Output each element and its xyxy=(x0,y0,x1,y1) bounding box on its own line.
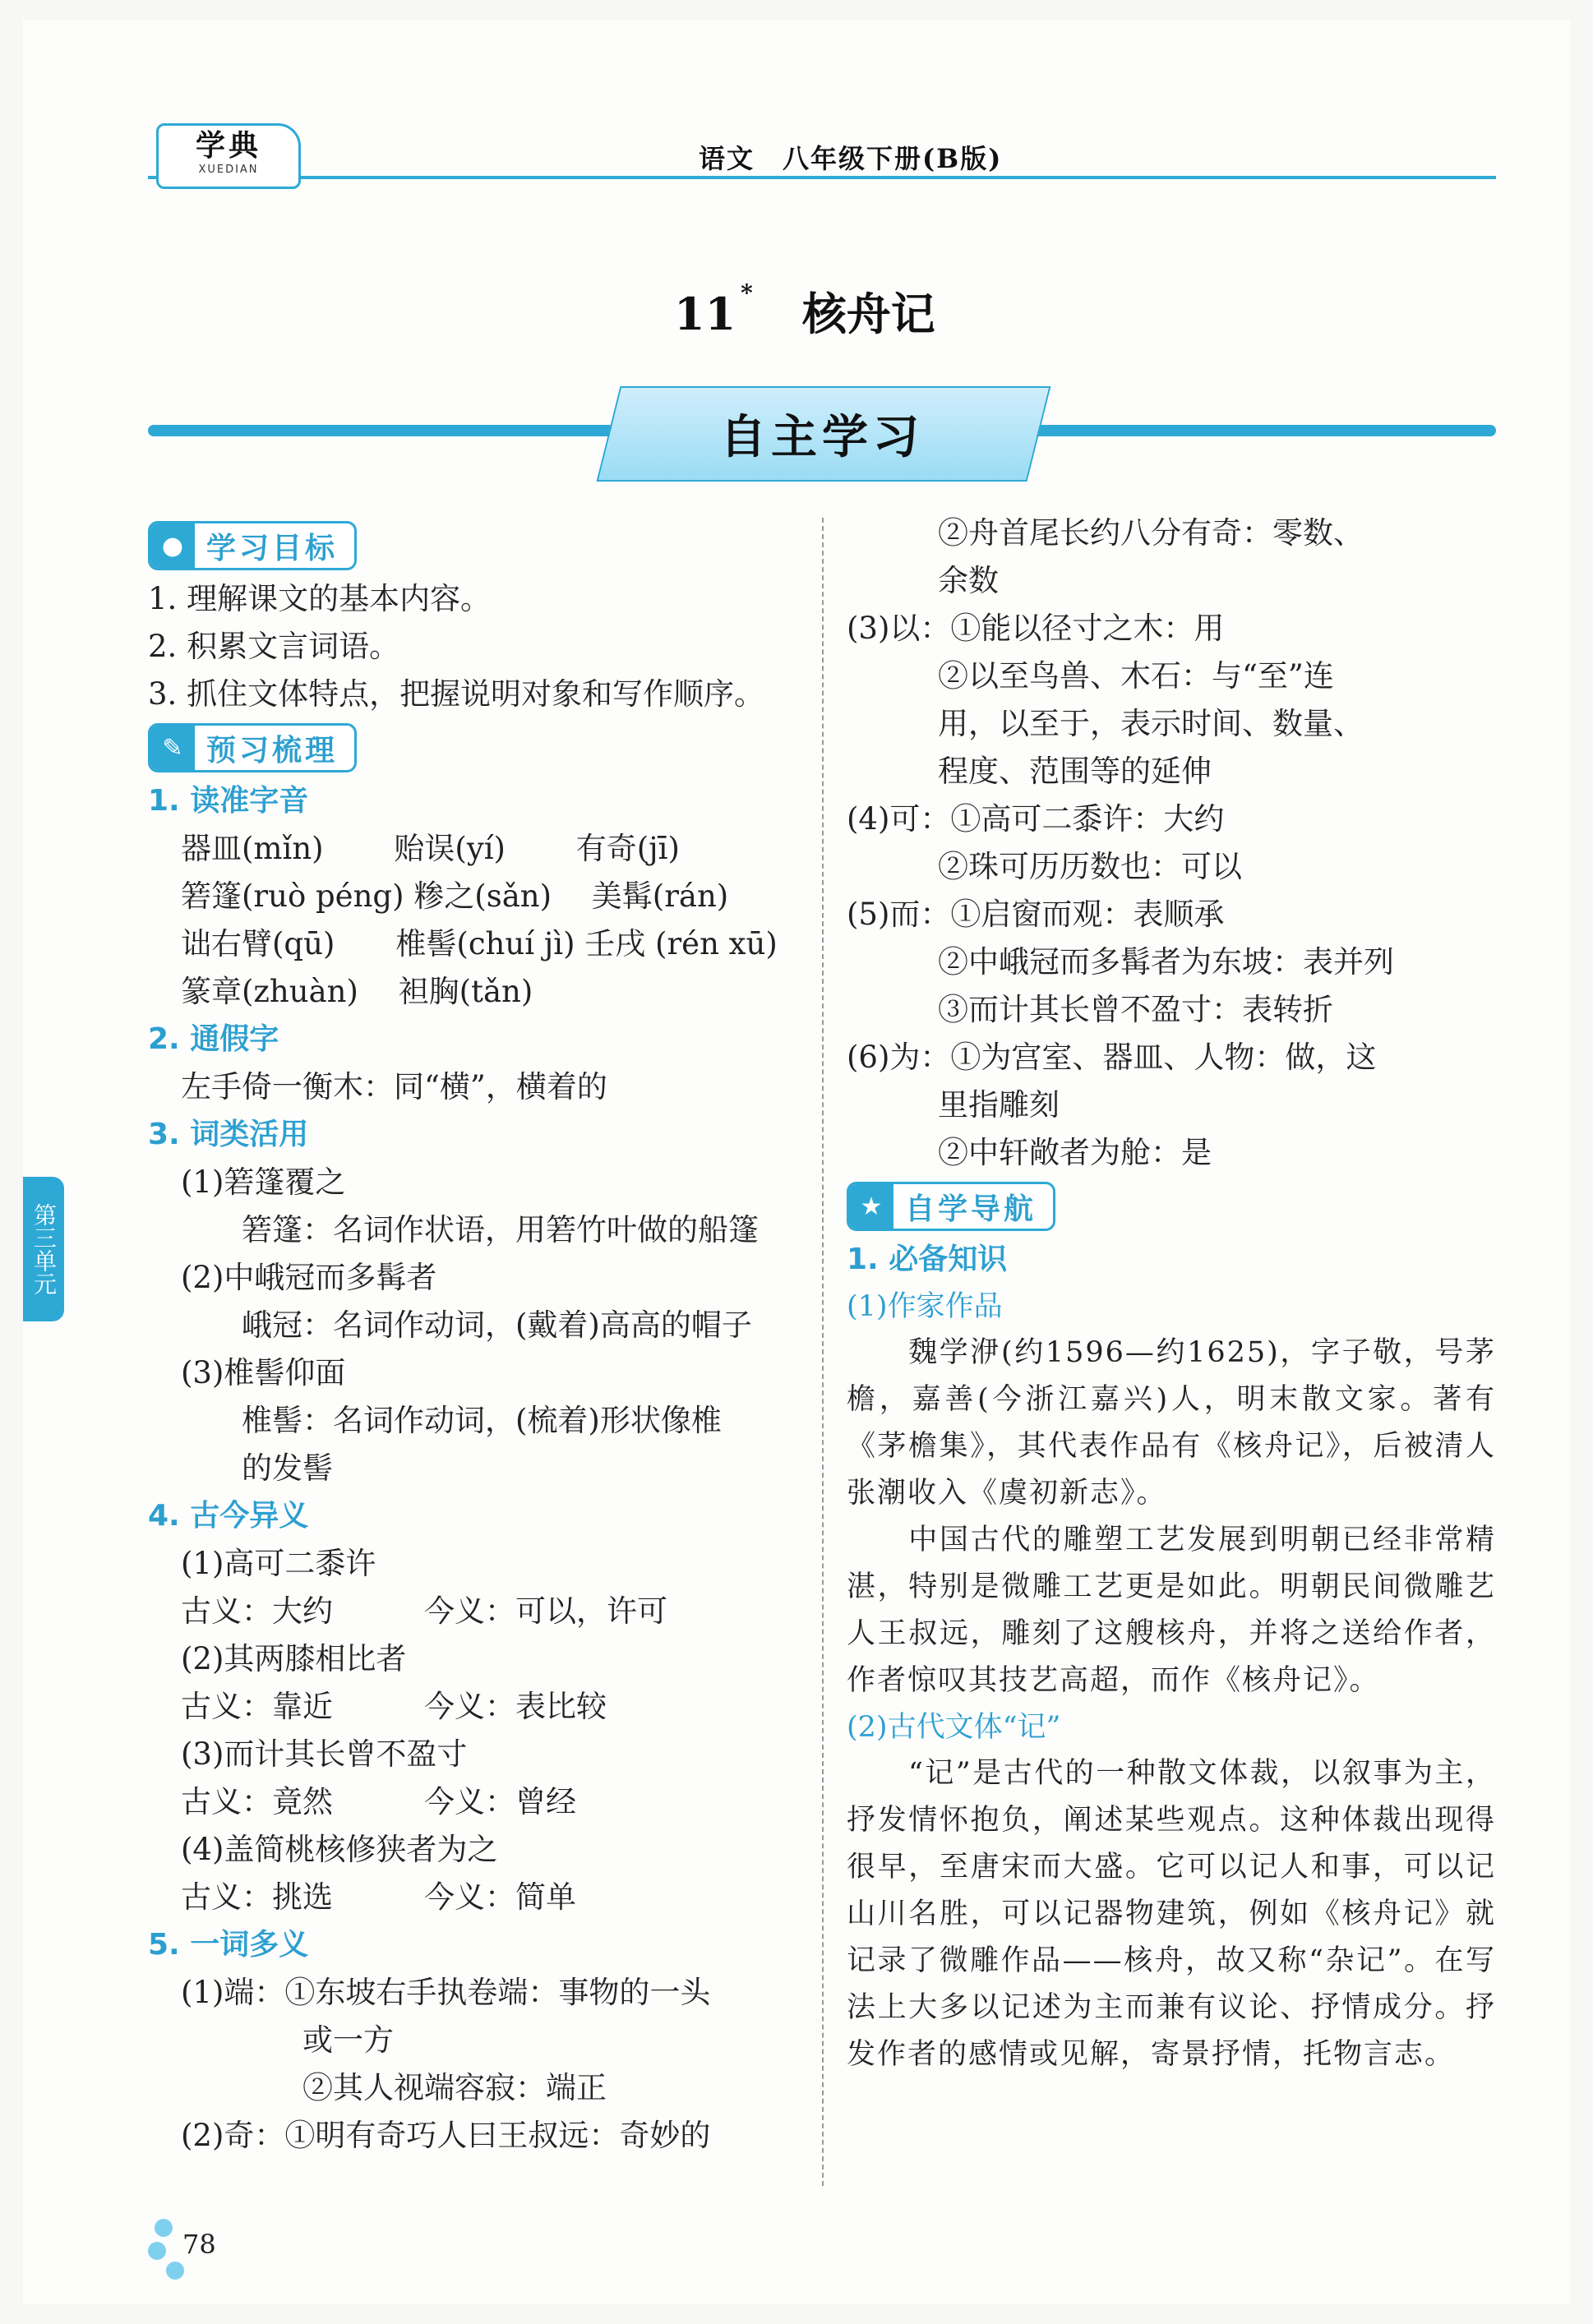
guyi-line: (1)高可二黍许 xyxy=(181,1546,376,1581)
goal-item: 2. 积累文言词语。 xyxy=(148,629,400,664)
decor-dot xyxy=(148,2242,166,2260)
page-number: 78 xyxy=(182,2229,216,2260)
duoyi-line: (5)而：①启窗而观：表顺承 xyxy=(847,897,1225,932)
duoyi-line: ②舟首尾长约八分有奇：零数、 xyxy=(847,515,1364,551)
guyi-line: 古义：大约 今义：可以，许可 xyxy=(181,1593,667,1629)
huoyong-line: 箬篷：名词作状语，用箬竹叶做的船篷 xyxy=(181,1212,759,1247)
pron-row: 器皿(mǐn) 贻误(yí) 有奇(jī) xyxy=(181,831,680,866)
duoyi-line: (2)奇：①明有奇巧人曰王叔远：奇妙的 xyxy=(181,2118,711,2153)
lesson-title: 核舟记 xyxy=(801,288,935,340)
goal-item: 3. 抓住文体特点，把握说明对象和写作顺序。 xyxy=(148,676,765,712)
left-column xyxy=(148,516,814,2160)
section-banner-title: 自主学习 xyxy=(720,411,924,464)
heading-duoyi: 5. 一词多义 xyxy=(148,1928,309,1962)
duoyi-line: ③而计其长曾不盈寸：表转折 xyxy=(847,992,1333,1027)
duoyi-line: (6)为：①为宫室、器皿、人物：做，这 xyxy=(847,1040,1377,1075)
star-mark: * xyxy=(741,279,753,307)
unit-side-tab: 第三单元 xyxy=(23,1177,64,1321)
duoyi-line: 程度、范围等的延伸 xyxy=(847,754,1212,789)
goals-tag-label: 学习目标 xyxy=(206,531,339,565)
column-divider xyxy=(822,518,824,2186)
right-column xyxy=(847,510,1496,2078)
heading-guyi: 4. 古今异义 xyxy=(148,1499,309,1533)
preview-tag xyxy=(148,723,357,772)
duoyi-line: (1)端：①东坡右手执卷端：事物的一头 xyxy=(181,1975,711,2010)
subheading-genre: (2)古代文体“记” xyxy=(847,1711,1061,1744)
duoyi-line: 或一方 xyxy=(181,2022,394,2058)
guyi-line: 古义：挑选 今义：简单 xyxy=(181,1879,576,1915)
huoyong-line: (1)箬篷覆之 xyxy=(181,1164,346,1200)
pencil-icon: ✎ xyxy=(150,726,195,770)
duoyi-line: ②中峨冠而多髯者为东坡：表并列 xyxy=(847,944,1394,980)
pron-row: 箬篷(ruò péng) 糁之(sǎn) 美髯(rán) xyxy=(181,878,729,914)
logo-english: XUEDIAN xyxy=(198,164,259,176)
preview-tag-label: 预习梳理 xyxy=(206,733,339,768)
guyi-line: (4)盖简桃核修狭者为之 xyxy=(181,1832,498,1867)
lesson-title-block xyxy=(674,279,935,343)
guyi-line: (2)其两膝相比者 xyxy=(181,1641,407,1676)
duoyi-line: ②中轩敞者为舱：是 xyxy=(847,1135,1212,1170)
heading-huoyong: 3. 词类活用 xyxy=(148,1118,309,1151)
logo-chinese: 学典 xyxy=(195,128,261,163)
lesson-number: 11 xyxy=(674,288,736,340)
duoyi-line: (3)以：①能以径寸之木：用 xyxy=(847,611,1225,646)
duoyi-line: (4)可：①高可二黍许：大约 xyxy=(847,801,1225,837)
heading-tongjia: 2. 通假字 xyxy=(148,1022,279,1056)
duoyi-line: ②以至鸟兽、木石：与“至”连 xyxy=(847,658,1334,694)
paragraph-author: 魏学洢(约1596—约1625)，字子敬，号茅檐，嘉善(今浙江嘉兴)人，明末散文家。著有《茅檐集》，其代表作品有《核舟记》，后被清人张潮收入《虞初新志》。 xyxy=(847,1336,1496,1510)
duoyi-line: ②其人视端容寂：端正 xyxy=(181,2070,607,2105)
heading-knowledge: 1. 必备知识 xyxy=(847,1243,1008,1276)
tongjia-item: 左手倚一衡木：同“横”，横着的 xyxy=(181,1069,607,1104)
header-rule xyxy=(148,176,1496,179)
person-icon: ● xyxy=(150,523,195,568)
pron-row: 篆章(zhuàn) 袒胸(tǎn) xyxy=(181,974,533,1009)
nav-tag-label: 自学导航 xyxy=(905,1192,1037,1226)
subheading-author: (1)作家作品 xyxy=(847,1290,1003,1323)
huoyong-line: (2)中峨冠而多髯者 xyxy=(181,1260,437,1295)
huoyong-line: 椎髻：名词作动词，(梳着)形状像椎 xyxy=(181,1403,722,1438)
decor-dot xyxy=(166,2262,184,2280)
nav-tag xyxy=(847,1182,1055,1231)
huoyong-line: (3)椎髻仰面 xyxy=(181,1355,346,1390)
duoyi-line: ②珠可历历数也：可以 xyxy=(847,849,1242,884)
paragraph-genre: “记”是古代的一种散文体裁，以叙事为主，抒发情怀抱负，阐述某些观点。这种体裁出现得很早，至唐宋而大盛。它可以记人和事，可以记山川名胜，可以记器物建筑，例如《核舟记》就记录了微雕作品——核舟，故又称“杂记”。在写法上大多以记述为主而兼有议论、抒情成分。抒发作者的感情或见解，寄景抒情，托物言志。 xyxy=(847,1757,1496,2071)
guyi-line: (3)而计其长曾不盈寸 xyxy=(181,1736,468,1772)
huoyong-line: 的发髻 xyxy=(181,1450,333,1486)
goal-item: 1. 理解课文的基本内容。 xyxy=(148,581,492,616)
duoyi-line: 余数 xyxy=(847,563,999,598)
book-title: 语文 八年级下册(B版) xyxy=(699,143,1003,174)
duoyi-line: 用，以至于，表示时间、数量、 xyxy=(847,706,1364,741)
goals-tag xyxy=(148,521,357,570)
pron-row: 诎右臂(qū) 椎髻(chuí jì) 壬戌 (rén xū) xyxy=(181,926,778,961)
huoyong-line: 峨冠：名词作动词，(戴着)高高的帽子 xyxy=(181,1307,752,1343)
paragraph-background: 中国古代的雕塑工艺发展到明朝已经非常精湛，特别是微雕工艺更是如此。明朝民间微雕艺人王叔远，雕刻了这艘核舟，并将之送给作者，作者惊叹其技艺高超，而作《核舟记》。 xyxy=(847,1524,1496,1697)
guyi-line: 古义：竟然 今义：曾经 xyxy=(181,1784,576,1819)
heading-pronunciation: 1. 读准字音 xyxy=(148,784,309,818)
duoyi-line: 里指雕刻 xyxy=(847,1087,1060,1123)
logo xyxy=(156,123,301,189)
decor-dot xyxy=(155,2219,173,2237)
guyi-line: 古义：靠近 今义：表比较 xyxy=(181,1689,607,1724)
telescope-icon: ★ xyxy=(849,1184,893,1229)
